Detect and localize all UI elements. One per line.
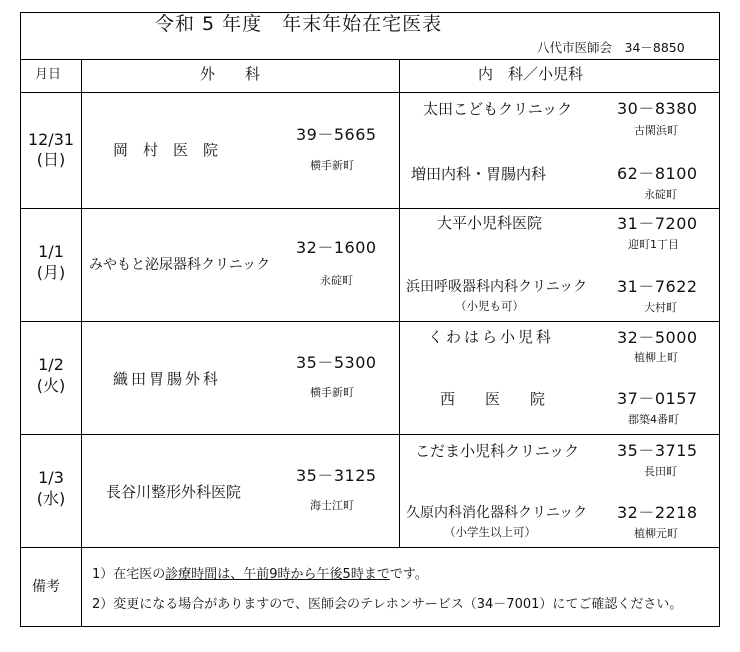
page-title: 令和 5 年度 年末年始在宅医表 (155, 13, 443, 35)
notes-line-1-hours: 診療時間は、午前9時から午後5時まで (165, 567, 390, 582)
row-weekday: (火) (36, 376, 66, 395)
internal-clinic-area: 永碇町 (644, 188, 677, 201)
internal-clinic-name: 太田こどもクリニック (423, 100, 573, 118)
row-date: 1/1 (38, 242, 64, 261)
row-weekday: (水) (36, 489, 66, 508)
internal-clinic-area: 古閑浜町 (634, 124, 678, 137)
internal-clinic-area: 大村町 (644, 301, 677, 314)
header-internal: 内 科／小児科 (478, 65, 584, 83)
row-date: 1/3 (38, 468, 64, 487)
surgery-clinic-phone: 35－5300 (296, 353, 377, 372)
divider (20, 208, 720, 209)
row-date: 12/31 (27, 130, 75, 149)
surgery-clinic-name: 織田胃腸外科 (113, 370, 222, 388)
schedule-table-frame (20, 12, 720, 627)
internal-clinic-phone: 30－8380 (617, 99, 698, 118)
internal-clinic-name: 増田内科・胃腸内科 (411, 165, 547, 183)
internal-clinic-phone: 35－3715 (617, 441, 698, 460)
surgery-clinic-phone: 35－3125 (296, 466, 377, 485)
divider (20, 92, 720, 93)
surgery-clinic-area: 永碇町 (320, 274, 353, 287)
divider (399, 59, 400, 547)
internal-clinic-phone: 31－7622 (617, 277, 698, 296)
internal-clinic-name: 久原内科消化器科クリニック (406, 505, 588, 521)
association-contact: 八代市医師会 34－8850 (537, 40, 685, 55)
notes-line-2: 2）変更になる場合がありますので、医師会のテレホンサービス（34－7001）にてご確認ください。 (92, 597, 683, 612)
surgery-clinic-name: 長谷川整形外科医院 (106, 483, 242, 501)
divider (20, 59, 720, 60)
notes-label: 備考 (32, 579, 60, 595)
internal-clinic-name: 西 医 院 (440, 390, 546, 408)
divider (20, 547, 720, 548)
internal-clinic-area: 植柳元町 (634, 527, 678, 540)
internal-clinic-name: くわはら小児科 (428, 328, 555, 346)
header-date: 月日 (35, 67, 62, 82)
internal-clinic-phone: 62－8100 (617, 164, 698, 183)
divider (20, 434, 720, 435)
internal-clinic-name: 大平小児科医院 (437, 214, 543, 232)
internal-clinic-phone: 32－2218 (617, 503, 698, 522)
internal-clinic-note: （小児も可） (455, 299, 524, 313)
internal-clinic-area: 迎町1丁目 (628, 238, 679, 251)
internal-clinic-name: 浜田呼吸器科内科クリニック (406, 279, 588, 295)
internal-clinic-note: （小学生以上可） (444, 525, 536, 539)
notes-line-1-prefix: 1）在宅医の (92, 567, 166, 582)
surgery-clinic-name: みやもと泌尿器科クリニック (89, 257, 271, 273)
row-weekday: (月) (36, 263, 66, 282)
notes-line-1 (92, 568, 428, 581)
surgery-clinic-area: 横手新町 (310, 159, 354, 172)
internal-clinic-name: こだま小児科クリニック (415, 442, 580, 460)
surgery-clinic-area: 横手新町 (310, 386, 354, 399)
surgery-clinic-phone: 32－1600 (296, 238, 377, 257)
row-weekday: (日) (36, 150, 66, 169)
internal-clinic-phone: 32－5000 (617, 328, 698, 347)
row-date: 1/2 (38, 355, 64, 374)
header-surgery: 外 科 (200, 65, 261, 83)
notes-line-1-suffix: です。 (389, 567, 428, 582)
divider (20, 321, 720, 322)
internal-clinic-phone: 37－0157 (617, 389, 698, 408)
internal-clinic-phone: 31－7200 (617, 214, 698, 233)
surgery-clinic-name: 岡 村 医 院 (113, 141, 219, 159)
surgery-clinic-area: 海士江町 (310, 499, 354, 512)
internal-clinic-area: 長田町 (644, 465, 677, 478)
internal-clinic-area: 植柳上町 (634, 351, 678, 364)
surgery-clinic-phone: 39－5665 (296, 125, 377, 144)
internal-clinic-area: 郡築4番町 (628, 413, 679, 426)
